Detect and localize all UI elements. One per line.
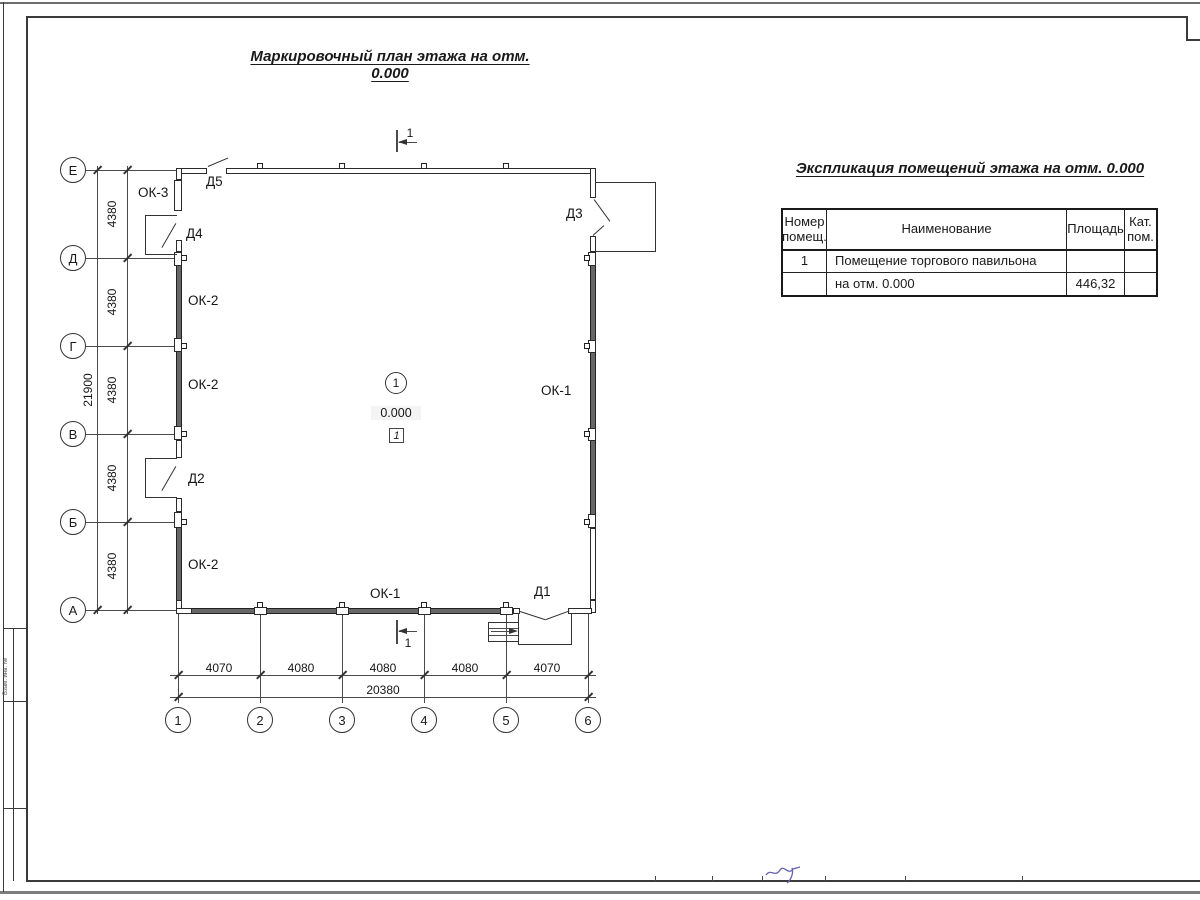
wall-mullion <box>584 431 590 437</box>
label-d2: Д2 <box>188 471 205 486</box>
explication-table <box>781 208 1158 297</box>
section-mark-bottom-label: 1 <box>404 636 412 650</box>
wall-mullion <box>421 602 427 608</box>
margin-outer-line <box>3 2 4 892</box>
label-ok1-bottom: ОК-1 <box>370 586 401 601</box>
axis-letter: Е <box>68 162 78 178</box>
frame-corner-step-h <box>1186 39 1200 41</box>
window-band-ok2 <box>176 352 182 426</box>
room-number: 1 <box>392 376 400 390</box>
vestibule-d2 <box>145 458 177 498</box>
axis-bubble-col <box>165 707 191 733</box>
axis-bubble-row <box>60 157 86 183</box>
dim-total-bottom: 20380 <box>366 683 400 697</box>
label-d4: Д4 <box>186 226 203 241</box>
dim-line-bottom-total <box>170 697 596 698</box>
finish-mark-box <box>389 428 404 443</box>
level-mark: 0.000 <box>371 406 421 420</box>
axis-bubble-col <box>329 707 355 733</box>
dim-value-bottom: 4080 <box>451 661 479 675</box>
wall-mullion <box>584 343 590 349</box>
dim-value-bottom: 4070 <box>533 661 561 675</box>
header-category-line1: Кат. <box>1129 214 1152 230</box>
header-area: Площадь <box>1067 210 1125 251</box>
window-segment <box>254 607 267 615</box>
dim-value-bottom: 4070 <box>205 661 233 675</box>
axis-bubble-col <box>575 707 601 733</box>
frame-top-line <box>26 16 1187 18</box>
axis-letter: Д <box>68 250 78 266</box>
dim-value-left: 4380 <box>105 376 119 404</box>
margin-mid-line <box>13 628 14 881</box>
axis-bubble-col <box>411 707 437 733</box>
steps-arrow-shaft <box>491 631 511 632</box>
table-cell-name: на отм. 0.000 <box>827 273 1067 295</box>
steps-arrow-head <box>509 628 518 634</box>
dim-line-left-total <box>97 166 98 614</box>
axis-number: 4 <box>420 712 428 728</box>
window-segment <box>500 607 513 615</box>
table-cell-category <box>1125 273 1156 295</box>
frame-corner-step-v <box>1186 16 1188 40</box>
explication-title: Экспликация помещений этажа на отм. 0.000 <box>795 160 1145 177</box>
axis-letter: А <box>68 602 78 618</box>
dim-value-left: 4380 <box>105 288 119 316</box>
wall-mullion <box>181 519 187 525</box>
frame-tick <box>825 876 826 881</box>
axis-number: 2 <box>256 712 264 728</box>
axis-line-A <box>86 610 176 611</box>
wall-mullion <box>339 163 345 169</box>
axis-bubble-row <box>60 245 86 271</box>
wall-segment <box>176 498 182 512</box>
wall-mullion <box>181 431 187 437</box>
frame-bottom-line <box>26 880 1200 882</box>
axis-number: 5 <box>502 712 510 728</box>
dim-value-bottom: 4080 <box>287 661 315 675</box>
window-ok3 <box>174 180 182 211</box>
dim-value-left: 4380 <box>105 552 119 580</box>
dim-line-bottom-segments <box>170 675 596 676</box>
vestibule-d3 <box>595 182 656 252</box>
axis-bubble-row <box>60 421 86 447</box>
section-mark-top-label: 1 <box>406 126 414 140</box>
ext-line-col <box>178 613 179 703</box>
wall-mullion <box>181 255 187 261</box>
axis-line-B <box>86 522 176 523</box>
wall-segment <box>590 528 596 600</box>
stamp-divider <box>3 808 26 809</box>
table-cell-number <box>783 273 827 295</box>
table-cell-category <box>1125 251 1156 273</box>
header-name: Наименование <box>827 210 1067 251</box>
wall-mullion <box>503 602 509 608</box>
dim-value-left: 4380 <box>105 464 119 492</box>
dim-total-left: 21900 <box>81 373 95 407</box>
ext-line-col <box>260 613 261 703</box>
wall-segment <box>176 608 192 614</box>
label-d1: Д1 <box>534 584 551 599</box>
label-ok1-right: ОК-1 <box>541 383 572 398</box>
room-number-bubble <box>385 372 407 394</box>
axis-bubble-col <box>247 707 273 733</box>
label-ok2-b: ОК-2 <box>188 377 219 392</box>
window-band-ok1 <box>590 441 596 514</box>
frame-tick <box>905 876 906 881</box>
wall-mullion <box>181 343 187 349</box>
frame-left-line <box>26 16 28 882</box>
axis-number: 3 <box>338 712 346 728</box>
axis-bubble-row <box>60 333 86 359</box>
header-category <box>1125 210 1156 251</box>
sheet-top-edge <box>0 2 1200 4</box>
header-number-line1: Номер <box>784 214 825 230</box>
window-segment <box>418 607 431 615</box>
vestibule-d4 <box>145 215 177 255</box>
stamp-microtext: Взам. инв. № <box>3 657 9 695</box>
frame-tick <box>655 876 656 881</box>
wall-mullion <box>584 255 590 261</box>
handwritten-scribble <box>762 854 812 886</box>
window-segment <box>336 607 349 615</box>
wall-mullion <box>421 163 427 169</box>
axis-number: 6 <box>584 712 592 728</box>
window-band-ok2 <box>176 528 182 600</box>
porch-d1 <box>518 613 572 645</box>
door-leaf-d5 <box>208 157 229 167</box>
axis-number: 1 <box>174 712 182 728</box>
label-d3: Д3 <box>566 206 583 221</box>
axis-bubble-row <box>60 509 86 535</box>
wall-segment <box>176 440 182 458</box>
axis-letter: Б <box>68 514 78 530</box>
axis-line-E <box>86 170 176 171</box>
axis-letter: Г <box>69 338 77 354</box>
table-cell-number: 1 <box>783 251 827 273</box>
axis-line-G <box>86 346 176 347</box>
table-cell-area <box>1067 251 1125 273</box>
sheet-bottom-edge <box>0 891 1200 894</box>
label-ok2-a: ОК-2 <box>188 293 219 308</box>
frame-tick <box>712 876 713 881</box>
wall-mullion <box>257 163 263 169</box>
stamp-divider <box>3 701 26 702</box>
label-ok2-c: ОК-2 <box>188 557 219 572</box>
header-number <box>783 210 827 251</box>
section-mark-bottom-arrow <box>398 628 407 634</box>
label-ok3: ОК-3 <box>138 185 169 200</box>
axis-bubble-row <box>60 597 86 623</box>
axis-line-D <box>86 258 176 259</box>
step-line <box>489 635 518 636</box>
frame-tick <box>1022 876 1023 881</box>
wall-segment <box>176 168 182 180</box>
ext-line-col <box>342 613 343 703</box>
stamp-divider <box>3 628 26 629</box>
axis-line-V <box>86 434 176 435</box>
dim-value-left: 4380 <box>105 200 119 228</box>
window-band-ok1 <box>590 353 596 428</box>
wall-mullion <box>339 602 345 608</box>
dim-value-bottom: 4080 <box>369 661 397 675</box>
dim-line-left-segments <box>127 166 128 614</box>
plan-title: Маркировочный план этажа на отм. 0.000 <box>250 48 530 82</box>
ext-line-col <box>588 613 589 703</box>
wall-mullion <box>584 519 590 525</box>
wall-segment <box>226 168 592 174</box>
header-number-line2: помещ. <box>782 228 827 244</box>
table-cell-area: 446,32 <box>1067 273 1125 295</box>
header-category-line2: пом. <box>1127 228 1154 244</box>
ext-line-col <box>424 613 425 703</box>
axis-bubble-col <box>493 707 519 733</box>
axis-letter: В <box>68 426 78 442</box>
finish-mark: 1 <box>393 429 400 442</box>
window-band-ok2 <box>176 266 182 338</box>
wall-mullion <box>257 602 263 608</box>
table-cell-name: Помещение торгового павильона <box>827 251 1067 273</box>
wall-mullion <box>503 163 509 169</box>
label-d5: Д5 <box>206 174 223 189</box>
window-band-ok1 <box>590 266 596 340</box>
